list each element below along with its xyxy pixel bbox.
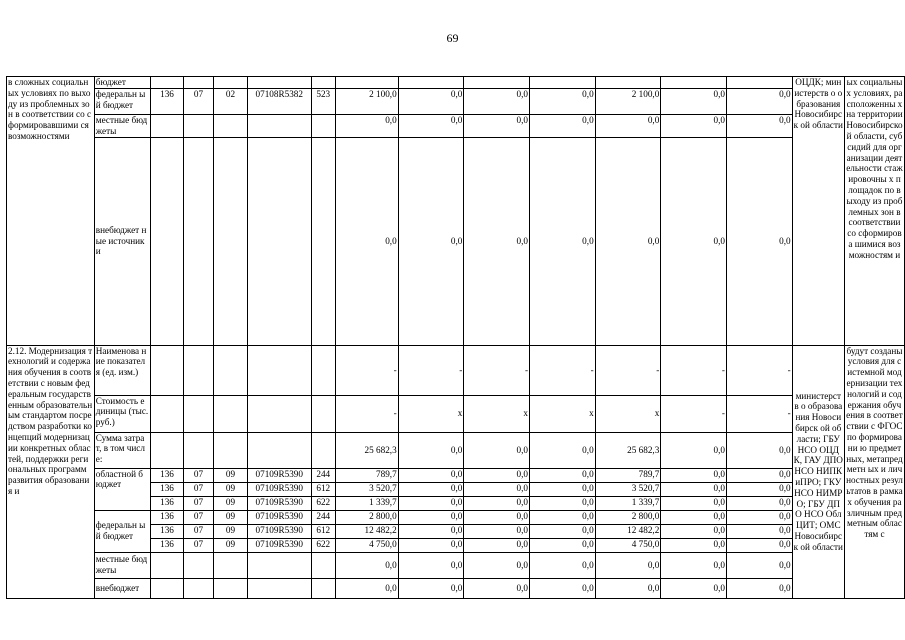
value-y4-cell: 2 800,0 xyxy=(595,510,661,524)
value-y5-cell: 0,0 xyxy=(661,510,727,524)
value-y2-cell: x xyxy=(464,395,530,432)
value-y6-cell: 0,0 xyxy=(726,432,792,468)
value-y3-cell: - xyxy=(530,345,596,395)
value-y6-cell xyxy=(726,77,792,89)
code-csr-cell: 07109R5390 xyxy=(247,524,311,538)
funding-source-label: местные бюджеты xyxy=(94,115,150,138)
value-y5-cell: 0,0 xyxy=(661,496,727,510)
code-grbs-cell xyxy=(151,578,184,598)
value-y6-cell: 0,0 xyxy=(726,578,792,598)
code-rz-cell: 07 xyxy=(183,468,213,482)
value-y2-cell: 0,0 xyxy=(464,468,530,482)
indicator-label: Наименова ние показателя (ед. изм.) xyxy=(94,345,150,395)
code-grbs-cell xyxy=(151,115,184,138)
value-y4-cell: - xyxy=(595,345,661,395)
value-total-cell: 0,0 xyxy=(335,115,398,138)
code-rz-cell xyxy=(183,345,213,395)
value-y2-cell: 0,0 xyxy=(464,496,530,510)
value-y6-cell: 0,0 xyxy=(726,538,792,552)
value-y4-cell: 0,0 xyxy=(595,578,661,598)
funding-source-label: местные бюджеты xyxy=(94,552,150,578)
value-y6-cell: 0,0 xyxy=(726,524,792,538)
table-row xyxy=(7,89,905,115)
value-total-cell: 25 682,3 xyxy=(335,432,398,468)
value-y4-cell: x xyxy=(595,395,661,432)
value-y5-cell: - xyxy=(661,345,727,395)
code-rz-cell xyxy=(183,578,213,598)
code-csr-cell: 07109R5390 xyxy=(247,468,311,482)
program-events-table xyxy=(6,76,905,599)
code-csr-cell xyxy=(247,77,311,89)
code-pr-cell: 09 xyxy=(214,482,248,496)
code-pr-cell xyxy=(214,552,248,578)
value-y3-cell: 0,0 xyxy=(530,89,596,115)
table-row xyxy=(7,115,905,138)
code-rz-cell: 07 xyxy=(183,538,213,552)
value-y2-cell: 0,0 xyxy=(464,89,530,115)
value-y2-cell: 0,0 xyxy=(464,578,530,598)
value-y5-cell: - xyxy=(661,395,727,432)
value-y3-cell: 0,0 xyxy=(530,578,596,598)
value-y5-cell: 0,0 xyxy=(661,137,727,345)
value-y1-cell: 0,0 xyxy=(398,89,464,115)
code-csr-cell: 07109R5390 xyxy=(247,482,311,496)
value-total-cell: 789,7 xyxy=(335,468,398,482)
value-y1-cell: 0,0 xyxy=(398,496,464,510)
value-y3-cell: 0,0 xyxy=(530,496,596,510)
code-vr-cell: 244 xyxy=(311,468,335,482)
table-row xyxy=(7,77,905,89)
code-rz-cell: 07 xyxy=(183,482,213,496)
value-y3-cell: 0,0 xyxy=(530,538,596,552)
code-rz-cell xyxy=(183,77,213,89)
value-y4-cell: 25 682,3 xyxy=(595,432,661,468)
code-pr-cell xyxy=(214,345,248,395)
code-vr-cell xyxy=(311,578,335,598)
code-vr-cell: 244 xyxy=(311,510,335,524)
code-rz-cell: 07 xyxy=(183,524,213,538)
value-total-cell: 12 482,2 xyxy=(335,524,398,538)
code-pr-cell: 02 xyxy=(214,89,248,115)
code-rz-cell xyxy=(183,552,213,578)
value-y2-cell xyxy=(464,77,530,89)
value-y3-cell: 0,0 xyxy=(530,510,596,524)
code-grbs-cell: 136 xyxy=(151,468,184,482)
value-y2-cell: - xyxy=(464,345,530,395)
code-vr-cell: 622 xyxy=(311,496,335,510)
code-rz-cell: 07 xyxy=(183,89,213,115)
value-y4-cell: 0,0 xyxy=(595,137,661,345)
executor-cell: министерств о образования Новосибирск ой области; ГБУ НСО ОЦДК, ГАУ ДПО НСО НИПКиПРО; ГКУ НСО НИМРО; ГБУ ДПО НСО ОблЦИТ; ОМС Новосибирск ой области xyxy=(792,345,844,598)
code-csr-cell xyxy=(247,578,311,598)
value-y5-cell: 0,0 xyxy=(661,468,727,482)
value-total-cell: - xyxy=(335,345,398,395)
table-row xyxy=(7,468,905,482)
code-vr-cell xyxy=(311,115,335,138)
code-csr-cell xyxy=(247,345,311,395)
value-y6-cell: 0,0 xyxy=(726,482,792,496)
value-y3-cell: 0,0 xyxy=(530,524,596,538)
value-y1-cell xyxy=(398,77,464,89)
code-csr-cell xyxy=(247,432,311,468)
expected-result-cell: будут созданы условия для системной модернизации технологий и содержания обучения в соответствии с ФГОС по формировани ю предметных, метапредметн ых и личностных результатов в рамках обучения различным предметным областям с xyxy=(844,345,904,598)
value-y1-cell: 0,0 xyxy=(398,115,464,138)
value-y2-cell: 0,0 xyxy=(464,552,530,578)
value-total-cell: 0,0 xyxy=(335,578,398,598)
value-y4-cell: 3 520,7 xyxy=(595,482,661,496)
code-vr-cell: 622 xyxy=(311,538,335,552)
value-y4-cell: 0,0 xyxy=(595,552,661,578)
value-y6-cell: - xyxy=(726,395,792,432)
event-description: 2.12. Модернизация технологий и содержания обучения в соответствии с новым федеральным государственным образовательным стандартом посредством разработки концепций модернизации конкретных областей, поддержки региональных программ развития образования и xyxy=(7,345,95,598)
value-y5-cell: 0,0 xyxy=(661,482,727,496)
value-y6-cell: 0,0 xyxy=(726,496,792,510)
value-y3-cell xyxy=(530,77,596,89)
value-y3-cell: 0,0 xyxy=(530,432,596,468)
code-vr-cell: 523 xyxy=(311,89,335,115)
value-y1-cell: 0,0 xyxy=(398,432,464,468)
funding-source-label: внебюджет ные источники xyxy=(94,137,150,345)
value-y5-cell: 0,0 xyxy=(661,89,727,115)
funding-source-label: бюджет xyxy=(94,77,150,89)
code-csr-cell: 07109R5390 xyxy=(247,538,311,552)
value-y1-cell: 0,0 xyxy=(398,137,464,345)
code-rz-cell xyxy=(183,115,213,138)
value-y3-cell: 0,0 xyxy=(530,468,596,482)
value-y6-cell: 0,0 xyxy=(726,468,792,482)
code-rz-cell: 07 xyxy=(183,496,213,510)
code-grbs-cell xyxy=(151,77,184,89)
code-csr-cell xyxy=(247,115,311,138)
indicator-label: Сумма затрат, в том числе: xyxy=(94,432,150,468)
value-total-cell: 0,0 xyxy=(335,552,398,578)
code-vr-cell xyxy=(311,552,335,578)
expected-result-cell: ых социальных условиях, расположенны х на территории Новосибирско й области, субсидий для организации деятельности стажировочны х площадок по выходу из проблемных зон в соответствии со сформирова шимися возможностям и xyxy=(844,77,904,346)
code-csr-cell: 07108R5382 xyxy=(247,89,311,115)
value-y5-cell: 0,0 xyxy=(661,115,727,138)
value-y4-cell: 12 482,2 xyxy=(595,524,661,538)
value-y2-cell: 0,0 xyxy=(464,137,530,345)
value-y5-cell xyxy=(661,77,727,89)
table-row xyxy=(7,578,905,598)
value-y1-cell: - xyxy=(398,345,464,395)
value-y4-cell: 789,7 xyxy=(595,468,661,482)
value-total-cell: - xyxy=(335,395,398,432)
code-grbs-cell xyxy=(151,137,184,345)
code-vr-cell xyxy=(311,77,335,89)
code-csr-cell: 07109R5390 xyxy=(247,496,311,510)
value-y1-cell: 0,0 xyxy=(398,468,464,482)
table-row xyxy=(7,510,905,524)
code-rz-cell xyxy=(183,137,213,345)
value-y2-cell: 0,0 xyxy=(464,510,530,524)
code-pr-cell: 09 xyxy=(214,468,248,482)
value-y6-cell: 0,0 xyxy=(726,552,792,578)
code-pr-cell xyxy=(214,137,248,345)
code-pr-cell xyxy=(214,578,248,598)
code-pr-cell xyxy=(214,432,248,468)
value-total-cell: 1 339,7 xyxy=(335,496,398,510)
value-y1-cell: 0,0 xyxy=(398,578,464,598)
code-grbs-cell: 136 xyxy=(151,524,184,538)
code-grbs-cell xyxy=(151,432,184,468)
value-y1-cell: x xyxy=(398,395,464,432)
value-y6-cell: 0,0 xyxy=(726,137,792,345)
value-y1-cell: 0,0 xyxy=(398,524,464,538)
value-y2-cell: 0,0 xyxy=(464,115,530,138)
code-vr-cell xyxy=(311,395,335,432)
value-y4-cell xyxy=(595,77,661,89)
value-y1-cell: 0,0 xyxy=(398,552,464,578)
value-y4-cell: 4 750,0 xyxy=(595,538,661,552)
code-pr-cell: 09 xyxy=(214,538,248,552)
value-y6-cell: 0,0 xyxy=(726,510,792,524)
value-y4-cell: 1 339,7 xyxy=(595,496,661,510)
value-y1-cell: 0,0 xyxy=(398,538,464,552)
value-total-cell xyxy=(335,77,398,89)
code-csr-cell xyxy=(247,552,311,578)
funding-source-label: внебюджет xyxy=(94,578,150,598)
value-y2-cell: 0,0 xyxy=(464,538,530,552)
page-number: 69 xyxy=(446,31,459,45)
value-total-cell: 4 750,0 xyxy=(335,538,398,552)
code-pr-cell: 09 xyxy=(214,496,248,510)
table-row xyxy=(7,395,905,432)
code-pr-cell: 09 xyxy=(214,524,248,538)
value-y6-cell: - xyxy=(726,345,792,395)
value-y3-cell: 0,0 xyxy=(530,115,596,138)
code-pr-cell xyxy=(214,77,248,89)
code-grbs-cell: 136 xyxy=(151,89,184,115)
table-row xyxy=(7,137,905,345)
code-grbs-cell xyxy=(151,345,184,395)
value-y3-cell: 0,0 xyxy=(530,137,596,345)
code-rz-cell xyxy=(183,432,213,468)
value-y2-cell: 0,0 xyxy=(464,432,530,468)
funding-source-label: федеральн ый бюджет xyxy=(94,89,150,115)
value-y5-cell: 0,0 xyxy=(661,432,727,468)
value-y3-cell: 0,0 xyxy=(530,552,596,578)
table-row xyxy=(7,432,905,468)
value-y1-cell: 0,0 xyxy=(398,482,464,496)
code-vr-cell: 612 xyxy=(311,524,335,538)
code-grbs-cell: 136 xyxy=(151,510,184,524)
funding-source-label: федеральн ый бюджет xyxy=(94,510,150,552)
code-rz-cell: 07 xyxy=(183,510,213,524)
code-vr-cell xyxy=(311,432,335,468)
executor-cell: ОЦДК; министерств о образования Новосибирск ой области xyxy=(792,77,844,346)
value-y5-cell: 0,0 xyxy=(661,552,727,578)
funding-source-label: областной бюджет xyxy=(94,468,150,510)
value-y3-cell: 0,0 xyxy=(530,482,596,496)
table-row xyxy=(7,345,905,395)
value-y5-cell: 0,0 xyxy=(661,538,727,552)
value-total-cell: 2 100,0 xyxy=(335,89,398,115)
value-y4-cell: 2 100,0 xyxy=(595,89,661,115)
code-grbs-cell: 136 xyxy=(151,538,184,552)
code-pr-cell: 09 xyxy=(214,510,248,524)
value-y4-cell: 0,0 xyxy=(595,115,661,138)
value-y3-cell: x xyxy=(530,395,596,432)
value-y5-cell: 0,0 xyxy=(661,524,727,538)
value-y2-cell: 0,0 xyxy=(464,524,530,538)
code-csr-cell xyxy=(247,395,311,432)
code-pr-cell xyxy=(214,115,248,138)
code-grbs-cell: 136 xyxy=(151,482,184,496)
code-vr-cell xyxy=(311,137,335,345)
value-y6-cell: 0,0 xyxy=(726,115,792,138)
code-grbs-cell xyxy=(151,552,184,578)
table-row xyxy=(7,552,905,578)
value-y2-cell: 0,0 xyxy=(464,482,530,496)
code-grbs-cell: 136 xyxy=(151,496,184,510)
value-total-cell: 0,0 xyxy=(335,137,398,345)
event-description: в сложных социальных условиях по выходу из проблемных зон в соответствии со сформировавшими ся возможностями xyxy=(7,77,95,346)
value-total-cell: 2 800,0 xyxy=(335,510,398,524)
code-csr-cell: 07109R5390 xyxy=(247,510,311,524)
code-vr-cell: 612 xyxy=(311,482,335,496)
value-y6-cell: 0,0 xyxy=(726,89,792,115)
value-y1-cell: 0,0 xyxy=(398,510,464,524)
value-y5-cell: 0,0 xyxy=(661,578,727,598)
code-grbs-cell xyxy=(151,395,184,432)
code-pr-cell xyxy=(214,395,248,432)
indicator-label: Стоимость единицы (тыс. руб.) xyxy=(94,395,150,432)
value-total-cell: 3 520,7 xyxy=(335,482,398,496)
code-csr-cell xyxy=(247,137,311,345)
code-vr-cell xyxy=(311,345,335,395)
code-rz-cell xyxy=(183,395,213,432)
